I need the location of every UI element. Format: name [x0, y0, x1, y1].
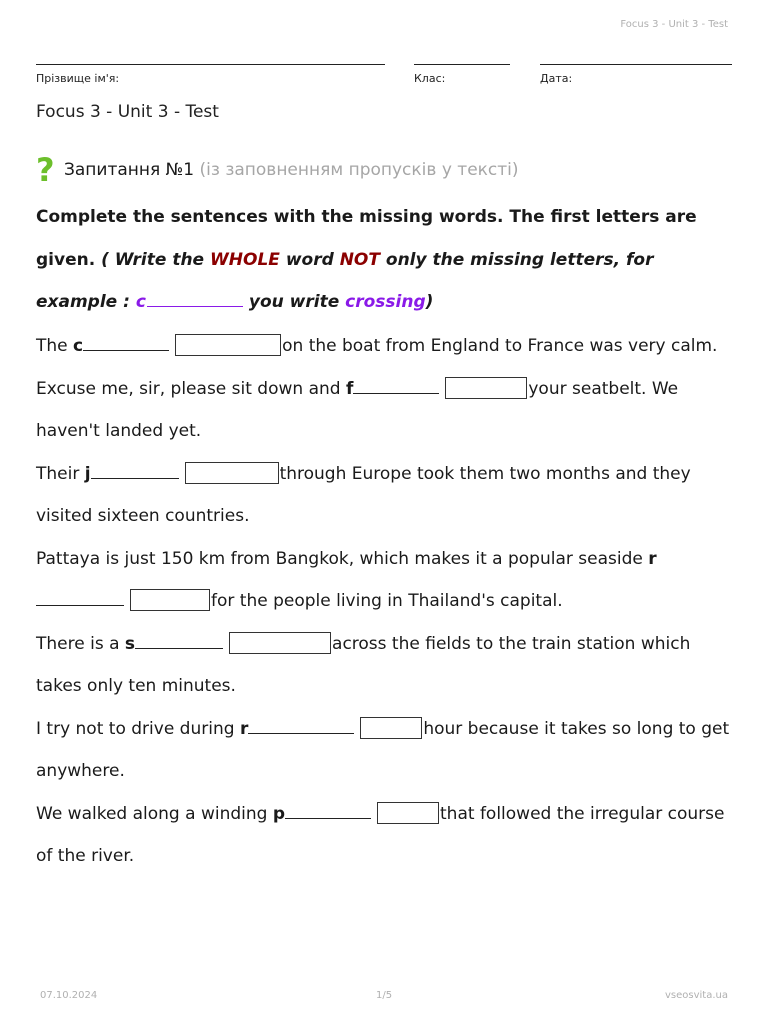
class-line	[414, 64, 510, 65]
whole-word: WHOLE	[210, 249, 280, 270]
blank-underline	[248, 719, 354, 734]
example-word: crossing	[345, 292, 426, 312]
sentence-item	[36, 368, 736, 453]
first-letter: r	[648, 548, 657, 569]
blank-underline	[353, 379, 439, 394]
answer-box[interactable]	[445, 377, 527, 399]
sentences-list	[36, 325, 736, 878]
footer-page: 1/5	[376, 990, 393, 1001]
sentence-post-text: for the people living in Thailand's capital.	[211, 591, 563, 611]
name-label: Прізвище ім'я:	[36, 72, 120, 85]
blank-underline	[285, 804, 371, 819]
sentence-post-text: on the boat from England to France was very calm.	[282, 336, 718, 356]
sentence-pre-text: There is a	[36, 633, 125, 654]
class-label: Клас:	[414, 72, 446, 85]
sentence-item	[36, 325, 736, 368]
answer-box[interactable]	[130, 589, 210, 611]
sentence-pre-text: Their	[36, 463, 85, 484]
first-letter: r	[239, 718, 249, 739]
answer-box[interactable]	[185, 462, 279, 484]
blank-underline	[83, 336, 169, 351]
sentence-item	[36, 623, 736, 708]
blank-underline	[135, 634, 223, 649]
first-letter: f	[345, 378, 354, 399]
name-line	[36, 64, 385, 65]
sentence-item	[36, 708, 736, 793]
sentence-post-text: through Europe took them two months and they visited sixteen countries.	[36, 463, 691, 526]
first-letter: s	[124, 633, 136, 654]
sentence-item	[36, 538, 736, 623]
date-line	[540, 64, 732, 65]
example-letter: c	[136, 292, 243, 312]
sentence-pre-text: I try not to drive during	[36, 718, 240, 739]
first-letter: c	[73, 336, 84, 356]
instruction-text: Complete the sentences with the missing words. The first letters are given.	[36, 207, 697, 270]
question-number: Запитання №1	[63, 160, 195, 180]
question-type: (із заповненням пропусків у тексті)	[199, 160, 519, 180]
sentence-post-text: your seatbelt. We haven't landed yet.	[36, 378, 679, 441]
blank-underline	[36, 591, 124, 606]
answer-box[interactable]	[360, 717, 422, 739]
sentence-post-text: across the fields to the train station which takes only ten minutes.	[36, 633, 691, 696]
header-doc-title: Focus 3 - Unit 3 - Test	[620, 19, 728, 30]
sentence-pre-text: The	[36, 336, 74, 356]
footer-date: 07.10.2024	[40, 990, 98, 1001]
page-title: Focus 3 - Unit 3 - Test	[36, 102, 219, 122]
sentence-pre-text: We walked along a winding	[36, 803, 273, 824]
instruction-note: ( Write the WHOLE word NOT only the missing letters, for example : c you write crossing)	[36, 249, 654, 312]
sentence-pre-text: Excuse me, sir, please sit down and	[36, 378, 346, 399]
question-mark-icon: ?	[36, 151, 55, 189]
instruction	[36, 196, 736, 324]
not-word: NOT	[339, 249, 380, 270]
sentence-post-text: hour because it takes so long to get anywhere.	[36, 718, 730, 781]
sentence-post-text: that followed the irregular course of the river.	[36, 803, 725, 866]
answer-box[interactable]	[175, 334, 281, 356]
date-label: Дата:	[540, 72, 573, 85]
sentence-item	[36, 793, 736, 878]
first-letter: p	[272, 803, 286, 824]
sentence-item	[36, 453, 736, 538]
answer-box[interactable]	[377, 802, 439, 824]
blank-underline	[91, 464, 179, 479]
sentence-pre-text: Pattaya is just 150 km from Bangkok, which makes it a popular seaside	[36, 548, 649, 569]
question-header	[36, 151, 519, 189]
footer-site: vseosvita.ua	[665, 990, 728, 1001]
answer-box[interactable]	[229, 632, 331, 654]
first-letter: j	[84, 463, 91, 484]
